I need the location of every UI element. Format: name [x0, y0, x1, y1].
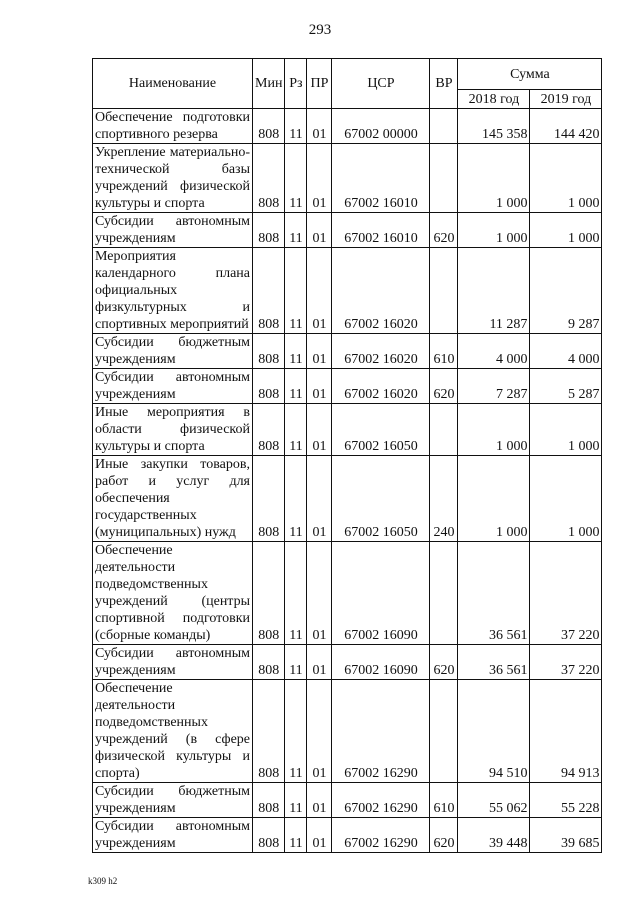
cell-sum-2019: 9 287 [530, 248, 602, 334]
cell-name: Обеспечение деятельности подведомственных учреждений (центры спортивной подготовки (сборные команды) [93, 542, 253, 645]
cell-vr: 620 [430, 213, 458, 248]
cell-vr: 610 [430, 334, 458, 369]
cell-vr [430, 680, 458, 783]
cell-pr: 01 [307, 213, 332, 248]
cell-pr: 01 [307, 456, 332, 542]
cell-sum-2019: 94 913 [530, 680, 602, 783]
header-vr: ВР [430, 59, 458, 109]
cell-csr: 67002 16290 [332, 818, 430, 853]
header-name: Наименование [93, 59, 253, 109]
table-row [93, 456, 602, 542]
cell-rz: 11 [285, 109, 307, 144]
cell-min: 808 [253, 680, 285, 783]
cell-rz: 11 [285, 404, 307, 456]
cell-csr: 67002 16020 [332, 248, 430, 334]
cell-min: 808 [253, 542, 285, 645]
cell-vr: 620 [430, 645, 458, 680]
cell-sum-2018: 55 062 [458, 783, 530, 818]
table-row [93, 542, 602, 645]
cell-name: Мероприятия календарного плана официальных физкультурных и спортивных мероприятий [93, 248, 253, 334]
budget-table [92, 58, 602, 853]
cell-name: Субсидии автономным учреждениям [93, 213, 253, 248]
table-row [93, 109, 602, 144]
cell-pr: 01 [307, 109, 332, 144]
page-number: 293 [308, 22, 332, 38]
cell-csr: 67002 16090 [332, 645, 430, 680]
cell-sum-2019: 37 220 [530, 542, 602, 645]
table-row [93, 369, 602, 404]
cell-vr [430, 109, 458, 144]
cell-min: 808 [253, 404, 285, 456]
cell-csr: 67002 16010 [332, 213, 430, 248]
cell-rz: 11 [285, 783, 307, 818]
cell-pr: 01 [307, 248, 332, 334]
footer-code: k309 h2 [88, 876, 118, 886]
table-body [93, 109, 602, 853]
cell-rz: 11 [285, 213, 307, 248]
cell-csr: 67002 16010 [332, 144, 430, 213]
cell-csr: 67002 16020 [332, 369, 430, 404]
header-sum: Сумма [458, 59, 602, 90]
cell-csr: 67002 16290 [332, 783, 430, 818]
cell-sum-2019: 1 000 [530, 213, 602, 248]
table-header-row [93, 59, 602, 90]
cell-sum-2018: 94 510 [458, 680, 530, 783]
cell-sum-2018: 36 561 [458, 645, 530, 680]
cell-vr [430, 248, 458, 334]
cell-sum-2019: 144 420 [530, 109, 602, 144]
cell-min: 808 [253, 144, 285, 213]
table-row [93, 645, 602, 680]
cell-sum-2019: 1 000 [530, 144, 602, 213]
cell-vr: 620 [430, 818, 458, 853]
header-min: Мин [253, 59, 285, 109]
table-row [93, 248, 602, 334]
header-csr: ЦСР [332, 59, 430, 109]
cell-csr: 67002 00000 [332, 109, 430, 144]
header-year-2019: 2019 год [530, 90, 602, 109]
cell-pr: 01 [307, 334, 332, 369]
table-row [93, 404, 602, 456]
table-row [93, 144, 602, 213]
cell-sum-2018: 4 000 [458, 334, 530, 369]
cell-vr: 620 [430, 369, 458, 404]
cell-rz: 11 [285, 369, 307, 404]
cell-sum-2018: 145 358 [458, 109, 530, 144]
cell-pr: 01 [307, 404, 332, 456]
cell-min: 808 [253, 109, 285, 144]
cell-name: Субсидии автономным учреждениям [93, 645, 253, 680]
cell-pr: 01 [307, 680, 332, 783]
cell-sum-2018: 39 448 [458, 818, 530, 853]
cell-vr: 240 [430, 456, 458, 542]
cell-rz: 11 [285, 456, 307, 542]
header-rz: Рз [285, 59, 307, 109]
cell-min: 808 [253, 456, 285, 542]
cell-sum-2018: 36 561 [458, 542, 530, 645]
cell-sum-2019: 5 287 [530, 369, 602, 404]
cell-pr: 01 [307, 369, 332, 404]
cell-min: 808 [253, 818, 285, 853]
cell-min: 808 [253, 213, 285, 248]
cell-sum-2018: 1 000 [458, 144, 530, 213]
cell-sum-2018: 7 287 [458, 369, 530, 404]
cell-rz: 11 [285, 248, 307, 334]
cell-name: Субсидии бюджетным учреждениям [93, 334, 253, 369]
cell-name: Иные закупки товаров, работ и услуг для обеспечения государственных (муниципальных) нужд [93, 456, 253, 542]
cell-rz: 11 [285, 144, 307, 213]
cell-vr: 610 [430, 783, 458, 818]
cell-name: Укрепление материально-технической базы учреждений физической культуры и спорта [93, 144, 253, 213]
cell-csr: 67002 16050 [332, 404, 430, 456]
cell-csr: 67002 16050 [332, 456, 430, 542]
cell-rz: 11 [285, 542, 307, 645]
cell-name: Иные мероприятия в области физической культуры и спорта [93, 404, 253, 456]
cell-csr: 67002 16020 [332, 334, 430, 369]
table-row [93, 334, 602, 369]
cell-name: Субсидии бюджетным учреждениям [93, 783, 253, 818]
cell-sum-2019: 37 220 [530, 645, 602, 680]
cell-sum-2019: 39 685 [530, 818, 602, 853]
cell-sum-2018: 1 000 [458, 213, 530, 248]
cell-sum-2019: 1 000 [530, 456, 602, 542]
cell-sum-2019: 55 228 [530, 783, 602, 818]
cell-min: 808 [253, 783, 285, 818]
cell-csr: 67002 16090 [332, 542, 430, 645]
table-row [93, 783, 602, 818]
cell-min: 808 [253, 645, 285, 680]
cell-pr: 01 [307, 783, 332, 818]
cell-pr: 01 [307, 645, 332, 680]
cell-name: Обеспечение деятельности подведомственных учреждений (в сфере физической культуры и спорта) [93, 680, 253, 783]
cell-min: 808 [253, 334, 285, 369]
cell-sum-2019: 4 000 [530, 334, 602, 369]
cell-pr: 01 [307, 542, 332, 645]
cell-name: Обеспечение подготовки спортивного резерва [93, 109, 253, 144]
cell-sum-2018: 1 000 [458, 456, 530, 542]
cell-min: 808 [253, 369, 285, 404]
cell-vr [430, 404, 458, 456]
cell-min: 808 [253, 248, 285, 334]
cell-sum-2018: 1 000 [458, 404, 530, 456]
cell-csr: 67002 16290 [332, 680, 430, 783]
table-row [93, 213, 602, 248]
table-row [93, 680, 602, 783]
header-year-2018: 2018 год [458, 90, 530, 109]
header-pr: ПР [307, 59, 332, 109]
table-row [93, 818, 602, 853]
cell-vr [430, 542, 458, 645]
cell-rz: 11 [285, 334, 307, 369]
cell-name: Субсидии автономным учреждениям [93, 369, 253, 404]
cell-sum-2019: 1 000 [530, 404, 602, 456]
cell-pr: 01 [307, 818, 332, 853]
cell-rz: 11 [285, 680, 307, 783]
cell-rz: 11 [285, 818, 307, 853]
cell-vr [430, 144, 458, 213]
cell-name: Субсидии автономным учреждениям [93, 818, 253, 853]
cell-pr: 01 [307, 144, 332, 213]
cell-rz: 11 [285, 645, 307, 680]
cell-sum-2018: 11 287 [458, 248, 530, 334]
